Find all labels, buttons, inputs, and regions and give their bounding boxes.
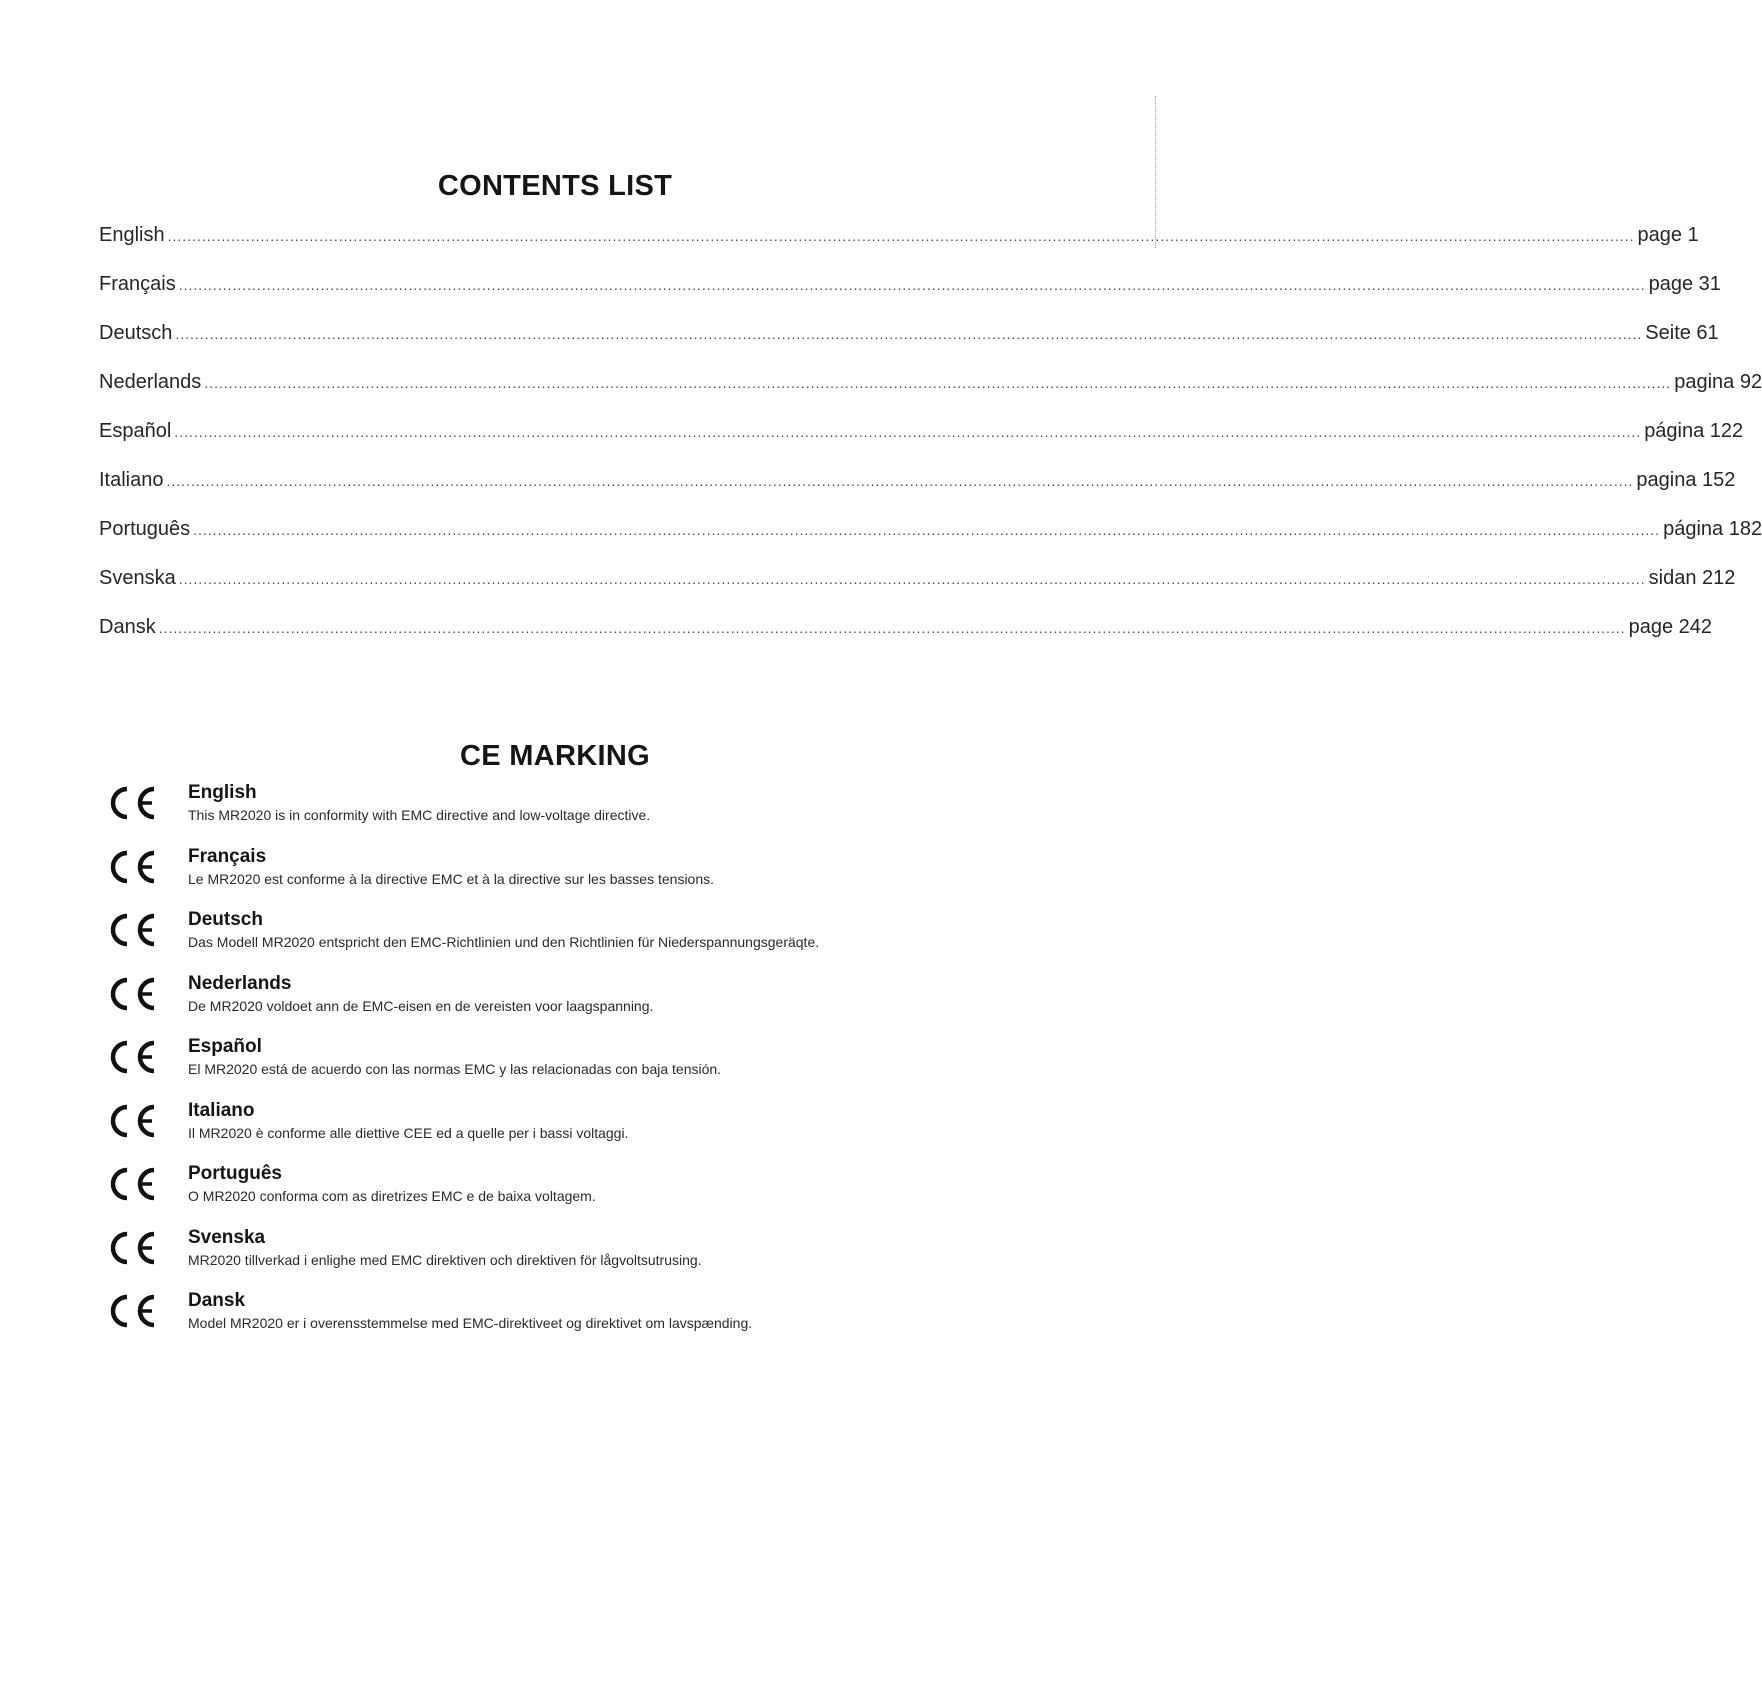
- toc-page-ref: page 1: [1637, 224, 1699, 246]
- toc-language: Dansk: [99, 616, 156, 638]
- ce-statement: El MR2020 está de acuerdo con las normas EMC y las relacionadas con baja tensión.: [188, 1061, 722, 1077]
- dot-leader: ............................................................................................................................................................................................................................................................................................................: [204, 375, 1672, 391]
- toc-page-ref: página 182: [1663, 518, 1762, 540]
- toc-language: Português: [99, 518, 191, 540]
- toc-entry: [99, 469, 1736, 518]
- ce-statement: De MR2020 voldoet ann de EMC-eisen en de vereisten voor laagspanning.: [188, 997, 654, 1014]
- ce-language-heading: Italiano: [188, 1099, 255, 1121]
- toc-entry: [99, 616, 1713, 665]
- dot-leader: ............................................................................................................................................................................................................................................................................................................: [178, 571, 1646, 587]
- dot-leader: ............................................................................................................................................................................................................................................................................................................: [174, 424, 1642, 440]
- ce-statement: MR2020 tillverkad i enlighe med EMC direktiven och direktiven för lågvoltsutrusing.: [188, 1251, 702, 1268]
- toc-page-ref: sidan 212: [1648, 567, 1736, 589]
- contents-list: [99, 224, 1762, 665]
- ce-statement: Il MR2020 è conforme alle diettive CEE ed a quelle per i bassi voltaggi.: [188, 1124, 629, 1141]
- toc-language: Español: [99, 420, 172, 442]
- ce-mark-icon: [108, 1165, 188, 1203]
- ce-mark-icon: [108, 1038, 188, 1076]
- ce-language-heading: Deutsch: [188, 909, 263, 930]
- toc-page-ref: page 242: [1628, 616, 1713, 638]
- ce-item: [108, 973, 1008, 1037]
- ce-language-heading: Español: [188, 1036, 262, 1057]
- ce-language-heading: English: [188, 782, 257, 803]
- ce-item: [108, 909, 1008, 973]
- ce-mark-icon: [108, 975, 188, 1013]
- dot-leader: ............................................................................................................................................................................................................................................................................................................: [166, 473, 1634, 489]
- toc-language: Deutsch: [99, 322, 173, 344]
- toc-entry: [99, 371, 1762, 420]
- toc-page-ref: pagina 92: [1674, 371, 1762, 393]
- ce-statement: O MR2020 conforma com as diretrizes EMC e de baixa voltagem.: [188, 1188, 596, 1204]
- ce-item: [108, 782, 1008, 846]
- ce-item: [108, 1036, 1008, 1100]
- ce-item: [108, 1163, 1008, 1227]
- dot-leader: ............................................................................................................................................................................................................................................................................................................: [158, 620, 1626, 636]
- toc-entry: [99, 322, 1719, 371]
- ce-statement: This MR2020 is in conformity with EMC directive and low-voltage directive.: [188, 807, 651, 823]
- toc-language: Italiano: [99, 469, 164, 491]
- ce-item: [108, 846, 1008, 910]
- ce-item: [108, 1100, 1008, 1164]
- ce-mark-icon: [108, 784, 188, 822]
- ce-marking-title: CE MARKING: [460, 740, 650, 772]
- ce-language-heading: Svenska: [188, 1226, 266, 1248]
- contents-list-title: CONTENTS LIST: [437, 170, 673, 202]
- toc-entry: [99, 273, 1721, 322]
- toc-entry: [99, 567, 1736, 616]
- ce-language-heading: Português: [188, 1163, 282, 1184]
- toc-language: Svenska: [99, 567, 176, 589]
- ce-item: [108, 1227, 1008, 1291]
- ce-language-heading: Français: [188, 845, 267, 867]
- ce-language-heading: Nederlands: [188, 972, 292, 994]
- ce-statement: Das Modell MR2020 entspricht den EMC-Richtlinien und den Richtlinien für Niederspannungsgeräqte.: [188, 934, 820, 950]
- toc-language: English: [99, 224, 165, 246]
- toc-page-ref: pagina 152: [1636, 469, 1736, 491]
- toc-page-ref: página 122: [1644, 420, 1744, 442]
- dot-leader: ............................................................................................................................................................................................................................................................................................................: [178, 277, 1646, 293]
- dot-leader: ............................................................................................................................................................................................................................................................................................................: [193, 522, 1661, 538]
- ce-mark-icon: [108, 1229, 188, 1267]
- ce-statement: Model MR2020 er i overensstemmelse med EMC-direktiveet og direktivet om lavspænding.: [188, 1315, 753, 1331]
- ce-item: [108, 1290, 1008, 1354]
- scan-edge-mark: [1155, 96, 1157, 248]
- ce-mark-icon: [108, 911, 188, 949]
- toc-page-ref: Seite 61: [1645, 322, 1719, 344]
- ce-mark-icon: [108, 848, 188, 886]
- ce-statement: Le MR2020 est conforme à la directive EMC et à la directive sur les basses tensions.: [188, 870, 715, 887]
- toc-entry: [99, 224, 1699, 273]
- ce-language-heading: Dansk: [188, 1290, 246, 1311]
- toc-language: Français: [99, 273, 176, 295]
- dot-leader: ............................................................................................................................................................................................................................................................................................................: [167, 228, 1635, 244]
- ce-marking-list: [108, 782, 1008, 1354]
- toc-page-ref: page 31: [1648, 273, 1721, 295]
- toc-entry: [99, 420, 1744, 469]
- ce-mark-icon: [108, 1102, 188, 1140]
- ce-mark-icon: [108, 1292, 188, 1330]
- toc-language: Nederlands: [99, 371, 202, 393]
- toc-entry: [99, 518, 1762, 567]
- dot-leader: ............................................................................................................................................................................................................................................................................................................: [175, 326, 1643, 342]
